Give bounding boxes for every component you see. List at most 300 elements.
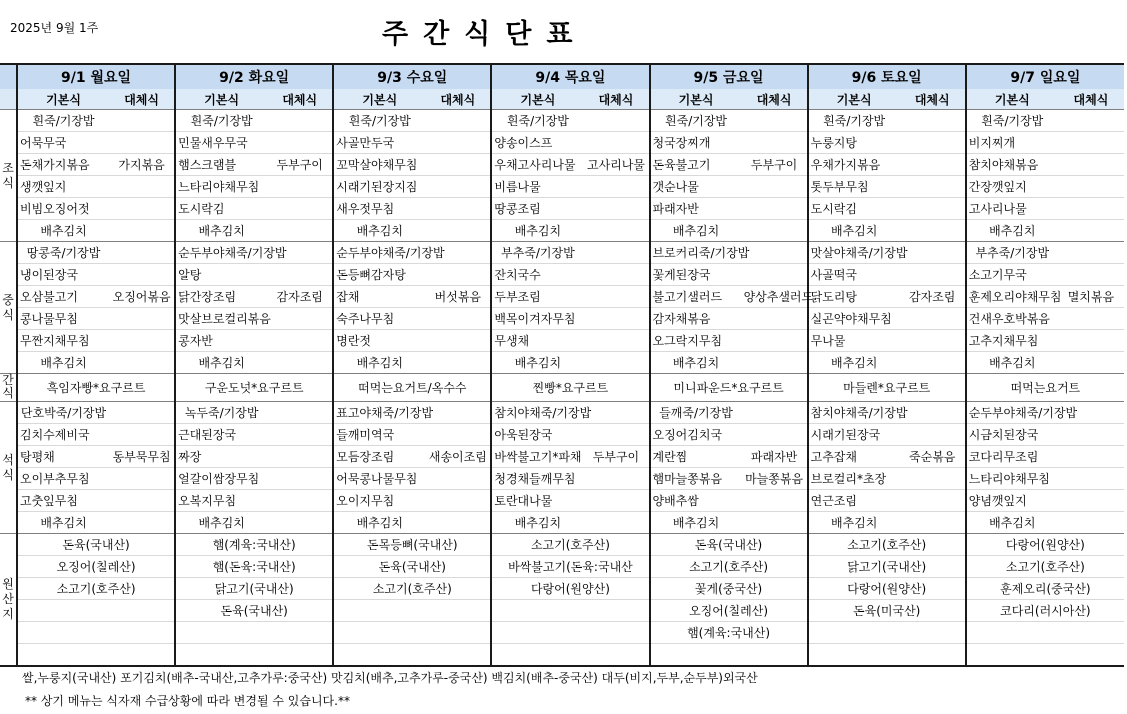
menu-item: 계란찜 [650,446,742,468]
menu-item: 훈제오리야채무침 [966,286,1058,308]
alt-menu-item [583,490,649,512]
menu-item: 참치야채죽/기장밥 [808,402,900,424]
alt-menu-item [900,468,966,490]
menu-item: 우채가지볶음 [808,154,900,176]
alt-menu-item [742,220,808,242]
alt-menu-item [1058,512,1124,534]
menu-item: 김치수제비국 [17,424,109,446]
menu-item: 단호박죽/기장밥 [17,402,109,424]
alt-menu-item [425,424,491,446]
menu-item: 배추김치 [491,512,583,534]
alt-menu-item [583,220,649,242]
alt-menu-header: 대체식 [742,89,808,110]
origin-item [175,644,333,667]
alt-menu-item: 마늘쫑볶음 [742,468,808,490]
menu-item: 브로커리죽/기장밥 [650,242,742,264]
alt-menu-item [900,176,966,198]
alt-menu-item [425,512,491,534]
change-notice: ** 상기 메뉴는 식자재 수급상황에 따라 변경될 수 있습니다.** [25,694,350,708]
menu-item: 연근조림 [808,490,900,512]
menu-item: 시래기된장국 [808,424,900,446]
alt-menu-item [267,446,333,468]
day-header: 9/5 금요일 [650,64,808,89]
menu-item: 누룽지탕 [808,132,900,154]
menu-item: 꽃게된장국 [650,264,742,286]
alt-menu-item [583,424,649,446]
day-header: 9/4 목요일 [491,64,649,89]
main-menu-header: 기본식 [808,89,900,110]
menu-item: 불고기샐러드 [650,286,742,308]
origin-item: 소고기(호주산) [17,578,175,600]
menu-item: 참치야채볶음 [966,154,1058,176]
alt-menu-item [583,468,649,490]
menu-item: 표고야채죽/기장밥 [333,402,425,424]
origin-item: 소고기(호주산) [491,534,649,556]
menu-item: 순두부야채죽/기장밥 [333,242,425,264]
alt-menu-item [900,154,966,176]
origin-item: 닭고기(국내산) [175,578,333,600]
menu-item: 배추김치 [333,352,425,374]
alt-menu-item [1058,490,1124,512]
menu-item: 비름나물 [491,176,583,198]
alt-menu-item [267,402,333,424]
day-header: 9/1 월요일 [17,64,175,89]
alt-menu-header: 대체식 [1058,89,1124,110]
alt-menu-item [900,264,966,286]
menu-item: 도시락김 [175,198,267,220]
menu-item: 땅콩조림 [491,198,583,220]
menu-item: 배추김치 [808,512,900,534]
menu-item: 배추김치 [966,512,1058,534]
origin-item [491,644,649,667]
meal-label-text: 간식 [2,373,14,400]
origin-item [175,622,333,644]
alt-menu-item [109,490,175,512]
menu-item: 바싹불고기*파채 [491,446,583,468]
menu-item: 양배추쌈 [650,490,742,512]
menu-item: 흰죽/기장밥 [650,110,742,132]
alt-menu-item [425,198,491,220]
main-menu-header: 기본식 [17,89,109,110]
alt-menu-item [900,132,966,154]
alt-menu-item [900,110,966,132]
alt-menu-item [900,308,966,330]
origin-item: 훈제오리(중국산) [966,578,1124,600]
alt-menu-item [742,176,808,198]
menu-item: 콩나물무침 [17,308,109,330]
origin-note: 쌀,누룽지(국내산) 포기김치(배추-국내산,고추가루:중국산) 맛김치(배추,고추가루-중국산) 백김치(배추-중국산) 대두(비지,두부,순두부)외국산 [22,671,758,685]
snack-item: 구운도넛*요구르트 [175,374,333,402]
alt-menu-item [109,198,175,220]
menu-item: 순두부야채죽/기장밥 [966,402,1058,424]
alt-menu-item: 감자조림 [267,286,333,308]
menu-item: 감자채볶음 [650,308,742,330]
alt-menu-item [109,176,175,198]
menu-item: 꼬막살야채무침 [333,154,425,176]
menu-item: 맛살브로컬리볶음 [175,308,267,330]
origin-item: 햄(돈육:국내산) [175,556,333,578]
origin-item: 돈육(국내산) [17,534,175,556]
alt-menu-item [583,132,649,154]
alt-menu-item [900,512,966,534]
origin-item: 오징어(칠레산) [650,600,808,622]
alt-menu-item: 오징어볶음 [109,286,175,308]
alt-menu-item [1058,198,1124,220]
menu-item: 얼갈이쌈장무침 [175,468,267,490]
alt-menu-item [583,264,649,286]
alt-menu-item [742,110,808,132]
menu-item: 고사리나물 [966,198,1058,220]
menu-item: 배추김치 [966,352,1058,374]
origin-item: 오징어(칠레산) [17,556,175,578]
alt-menu-item [583,176,649,198]
origin-item: 코다리(러시아산) [966,600,1124,622]
alt-menu-item [425,220,491,242]
origin-item [17,622,175,644]
alt-menu-item [109,308,175,330]
menu-item: 근대된장국 [175,424,267,446]
menu-item: 잡채 [333,286,425,308]
menu-item: 생깻잎지 [17,176,109,198]
alt-menu-item [1058,352,1124,374]
origin-item [966,644,1124,667]
alt-menu-item [267,176,333,198]
alt-menu-item [742,490,808,512]
alt-menu-item [109,468,175,490]
alt-menu-item: 죽순볶음 [900,446,966,468]
menu-item: 흰죽/기장밥 [966,110,1058,132]
menu-item: 순두부야채죽/기장밥 [175,242,267,264]
menu-item: 잔치국수 [491,264,583,286]
menu-item: 두부조림 [491,286,583,308]
alt-menu-item [425,468,491,490]
menu-item: 배추김치 [491,352,583,374]
alt-menu-item [900,490,966,512]
day-header: 9/7 일요일 [966,64,1124,89]
alt-menu-item [583,352,649,374]
alt-menu-item [425,154,491,176]
alt-menu-item: 두부구이 [583,446,649,468]
menu-item: 톳두부무침 [808,176,900,198]
menu-item: 아욱된장국 [491,424,583,446]
menu-item: 시금치된장국 [966,424,1058,446]
snack-label [0,374,17,402]
alt-menu-item [900,402,966,424]
alt-menu-item [425,176,491,198]
origin-item: 다랑어(원양산) [491,578,649,600]
alt-menu-item [267,352,333,374]
origin-item [966,622,1124,644]
menu-item: 닭도리탕 [808,286,900,308]
menu-item: 사골떡국 [808,264,900,286]
alt-menu-item [583,402,649,424]
menu-item: 참치야채죽/기장밥 [491,402,583,424]
day-header: 9/3 수요일 [333,64,491,89]
menu-item: 느타리야채무침 [175,176,267,198]
snack-item: 흑임자빵*요구르트 [17,374,175,402]
menu-item: 어묵무국 [17,132,109,154]
menu-item: 도시락김 [808,198,900,220]
alt-menu-item [425,264,491,286]
menu-item: 간장깻잎지 [966,176,1058,198]
alt-menu-item [742,198,808,220]
menu-item: 배추김치 [175,352,267,374]
alt-menu-item [583,110,649,132]
menu-item: 짜장 [175,446,267,468]
alt-menu-item [109,402,175,424]
breakfast-label [0,110,17,242]
alt-menu-item: 고사리나물 [583,154,649,176]
menu-item: 콩자반 [175,330,267,352]
alt-menu-item: 버섯볶음 [425,286,491,308]
alt-menu-item [267,110,333,132]
alt-menu-item [583,512,649,534]
alt-menu-item [109,242,175,264]
menu-item: 청국장찌개 [650,132,742,154]
origin-item [333,644,491,667]
alt-menu-item [1058,446,1124,468]
main-menu-header: 기본식 [491,89,583,110]
alt-menu-item [109,110,175,132]
alt-menu-item [742,132,808,154]
origin-item: 돈육(국내산) [333,556,491,578]
origin-item: 햄(계육:국내산) [650,622,808,644]
alt-menu-header: 대체식 [583,89,649,110]
alt-menu-item [900,242,966,264]
alt-menu-item [583,198,649,220]
menu-item: 파래자반 [650,198,742,220]
alt-menu-item [267,220,333,242]
alt-menu-item [109,352,175,374]
alt-menu-item [425,490,491,512]
main-menu-header: 기본식 [650,89,742,110]
snack-item: 떠먹는요거트 [966,374,1124,402]
menu-item: 오징어김치국 [650,424,742,446]
alt-menu-item: 양상추샐러드 [742,286,808,308]
menu-item: 배추김치 [808,352,900,374]
menu-item: 오이부추무침 [17,468,109,490]
menu-item: 들깨죽/기장밥 [650,402,742,424]
alt-menu-item: 두부구이 [742,154,808,176]
alt-menu-item [1058,424,1124,446]
menu-item: 오삼불고기 [17,286,109,308]
menu-item: 부추죽/기장밥 [491,242,583,264]
snack-item: 미니파운드*요구르트 [650,374,808,402]
origin-item [17,644,175,667]
menu-item: 새우젓무침 [333,198,425,220]
menu-item: 녹두죽/기장밥 [175,402,267,424]
alt-menu-item [425,110,491,132]
main-menu-header: 기본식 [175,89,267,110]
menu-item: 부추죽/기장밥 [966,242,1058,264]
menu-item: 고추잡채 [808,446,900,468]
alt-menu-item [109,264,175,286]
alt-menu-item [267,512,333,534]
menu-item: 돈등뼈감자탕 [333,264,425,286]
alt-menu-item [425,330,491,352]
alt-menu-item [583,308,649,330]
menu-item: 햄마늘쫑볶음 [650,468,742,490]
origin-item [491,622,649,644]
menu-item: 백목이겨자무침 [491,308,583,330]
meal-label-text: 조식 [2,160,14,190]
menu-item: 배추김치 [491,220,583,242]
origin-item [17,600,175,622]
origin-item: 햄(계육:국내산) [175,534,333,556]
menu-item: 무생채 [491,330,583,352]
menu-item: 흰죽/기장밥 [175,110,267,132]
menu-item: 토란대나물 [491,490,583,512]
page-title: 주간식단표 [382,19,588,50]
menu-item: 배추김치 [17,352,109,374]
origin-item: 다랑어(원양산) [808,578,966,600]
alt-menu-item [1058,242,1124,264]
origin-item: 닭고기(국내산) [808,556,966,578]
snack-item: 마들렌*요구르트 [808,374,966,402]
alt-menu-item [742,330,808,352]
origin-item [808,622,966,644]
menu-item: 배추김치 [333,512,425,534]
alt-menu-item [742,424,808,446]
origin-item: 돈목등뼈(국내산) [333,534,491,556]
lunch-label [0,242,17,374]
menu-item: 건새우호박볶음 [966,308,1058,330]
origin-item: 돈육(미국산) [808,600,966,622]
main-menu-header: 기본식 [966,89,1058,110]
alt-menu-item [425,132,491,154]
alt-menu-header: 대체식 [267,89,333,110]
alt-menu-item: 두부구이 [267,154,333,176]
meal-label-text: 중식 [2,292,14,322]
menu-item: 코다리무조림 [966,446,1058,468]
alt-menu-item [900,198,966,220]
menu-item: 오이지무침 [333,490,425,512]
alt-menu-item [1058,330,1124,352]
menu-item: 양념깻잎지 [966,490,1058,512]
alt-menu-item [267,468,333,490]
alt-menu-item [742,264,808,286]
alt-menu-item [1058,176,1124,198]
menu-item: 느타리야채무침 [966,468,1058,490]
menu-item: 배추김치 [808,220,900,242]
meal-label-text: 석식 [2,452,14,482]
menu-item: 숙주나무침 [333,308,425,330]
menu-item: 청경채들깨무침 [491,468,583,490]
menu-item: 배추김치 [17,512,109,534]
alt-menu-header: 대체식 [425,89,491,110]
menu-item: 사골만두국 [333,132,425,154]
menu-item: 알탕 [175,264,267,286]
origin-item: 다랑어(원양산) [966,534,1124,556]
alt-menu-header: 대체식 [109,89,175,110]
snack-item: 찐빵*요구르트 [491,374,649,402]
alt-menu-item [900,330,966,352]
menu-item: 소고기무국 [966,264,1058,286]
alt-menu-item: 새송이조림 [425,446,491,468]
alt-menu-item [742,308,808,330]
origin-item: 돈육(국내산) [650,534,808,556]
alt-menu-item [1058,220,1124,242]
alt-menu-item [109,424,175,446]
alt-menu-item [583,330,649,352]
menu-item: 배추김치 [650,220,742,242]
menu-item: 돈채가지볶음 [17,154,109,176]
origin-item: 소고기(호주산) [333,578,491,600]
meal-label-text: 원산지 [2,577,14,621]
alt-menu-item [900,352,966,374]
menu-item: 비빔오징어젓 [17,198,109,220]
menu-item: 흰죽/기장밥 [808,110,900,132]
menu-item: 명란젓 [333,330,425,352]
alt-menu-header: 대체식 [900,89,966,110]
alt-menu-item [425,308,491,330]
day-header: 9/2 화요일 [175,64,333,89]
alt-menu-item [1058,468,1124,490]
alt-menu-item [1058,110,1124,132]
alt-menu-item [109,220,175,242]
alt-menu-item: 감자조림 [900,286,966,308]
alt-menu-item [742,402,808,424]
alt-menu-item: 가지볶음 [109,154,175,176]
menu-item: 탕평채 [17,446,109,468]
origin-item: 꽃게(중국산) [650,578,808,600]
menu-item: 들깨미역국 [333,424,425,446]
alt-menu-item: 동부묵무침 [109,446,175,468]
alt-menu-item [267,308,333,330]
alt-menu-item [900,424,966,446]
menu-item: 배추김치 [650,352,742,374]
menu-item: 비지찌개 [966,132,1058,154]
menu-item: 무나물 [808,330,900,352]
menu-item: 모듬장조림 [333,446,425,468]
menu-item: 실곤약야채무침 [808,308,900,330]
menu-item: 맛살야채죽/기장밥 [808,242,900,264]
alt-menu-item: 멸치볶음 [1058,286,1124,308]
origin-item [650,644,808,667]
day-header: 9/6 토요일 [808,64,966,89]
alt-menu-item: 파래자반 [742,446,808,468]
origin-item: 소고기(호주산) [966,556,1124,578]
origin-item: 소고기(호주산) [808,534,966,556]
alt-menu-item [583,242,649,264]
corner-cell [0,64,17,89]
menu-item: 갯순나물 [650,176,742,198]
alt-menu-item [267,132,333,154]
alt-menu-item [1058,154,1124,176]
alt-menu-item [267,198,333,220]
alt-menu-item [742,512,808,534]
origin-item [333,600,491,622]
alt-menu-item [109,512,175,534]
alt-menu-item [267,330,333,352]
menu-item: 햄스크램블 [175,154,267,176]
alt-menu-item [109,132,175,154]
menu-item: 냉이된장국 [17,264,109,286]
menu-item: 우채고사리나물 [491,154,583,176]
origin-item: 바싹불고기(돈육:국내산 [491,556,649,578]
snack-item: 떠먹는요거트/옥수수 [333,374,491,402]
menu-item: 배추김치 [333,220,425,242]
menu-item: 브로컬리*초장 [808,468,900,490]
menu-item: 배추김치 [966,220,1058,242]
origin-item [808,644,966,667]
menu-item: 시래기된장지짐 [333,176,425,198]
menu-item: 민물새우무국 [175,132,267,154]
origin-item: 소고기(호주산) [650,556,808,578]
alt-menu-item [1058,308,1124,330]
origin-item: 돈육(국내산) [175,600,333,622]
corner-cell [0,89,17,110]
